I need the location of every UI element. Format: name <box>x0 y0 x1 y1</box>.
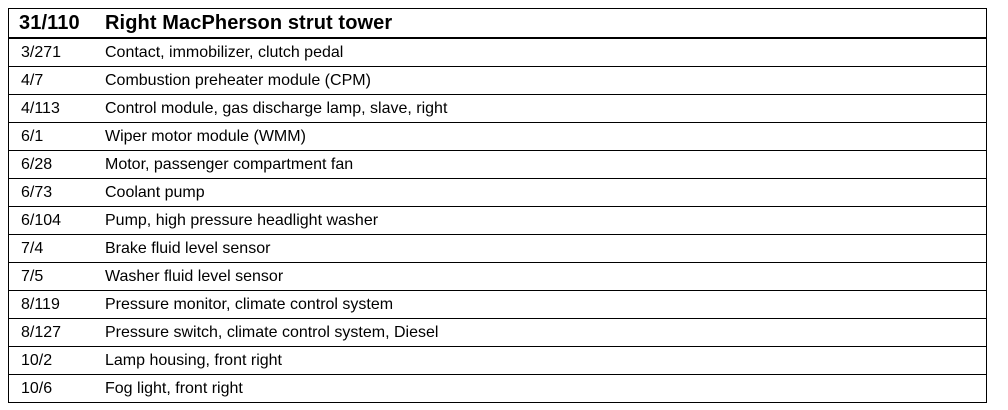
table-row <box>9 123 986 151</box>
component-code: 10/6 <box>21 379 53 397</box>
component-description: Contact, immobilizer, clutch pedal <box>105 43 344 61</box>
component-code: 7/4 <box>21 239 44 257</box>
component-description: Brake fluid level sensor <box>105 239 271 257</box>
table-body <box>9 39 986 402</box>
component-code: 6/73 <box>21 183 53 201</box>
component-code: 6/104 <box>21 211 62 229</box>
component-description: Pressure switch, climate control system, Diesel <box>105 323 439 341</box>
table-row <box>9 291 986 319</box>
component-description: Combustion preheater module (CPM) <box>105 71 371 89</box>
table-row <box>9 207 986 235</box>
table-row <box>9 347 986 375</box>
component-description: Pressure monitor, climate control system <box>105 295 394 313</box>
table-row <box>9 151 986 179</box>
table-row <box>9 95 986 123</box>
table-row <box>9 179 986 207</box>
table-row <box>9 67 986 95</box>
component-code: 8/127 <box>21 323 62 341</box>
component-table <box>8 8 987 403</box>
component-code: 6/1 <box>21 127 44 145</box>
component-description: Washer fluid level sensor <box>105 267 284 285</box>
component-description: Fog light, front right <box>105 379 243 397</box>
component-code: 3/271 <box>21 43 62 61</box>
component-code: 4/7 <box>21 71 44 89</box>
component-code: 7/5 <box>21 267 44 285</box>
location-code: 31/110 <box>19 11 80 34</box>
table-row <box>9 375 986 402</box>
component-description: Lamp housing, front right <box>105 351 282 369</box>
component-code: 10/2 <box>21 351 53 369</box>
table-header <box>9 9 986 39</box>
component-description: Control module, gas discharge lamp, slave, right <box>105 99 448 117</box>
component-description: Pump, high pressure headlight washer <box>105 211 379 229</box>
location-title: Right MacPherson strut tower <box>105 11 393 34</box>
table-row <box>9 319 986 347</box>
component-description: Coolant pump <box>105 183 205 201</box>
component-description: Motor, passenger compartment fan <box>105 155 354 173</box>
component-code: 4/113 <box>21 99 60 117</box>
table-row <box>9 39 986 67</box>
table-row <box>9 263 986 291</box>
component-description: Wiper motor module (WMM) <box>105 127 306 145</box>
component-code: 6/28 <box>21 155 53 173</box>
table-row <box>9 235 986 263</box>
component-code: 8/119 <box>21 295 60 313</box>
